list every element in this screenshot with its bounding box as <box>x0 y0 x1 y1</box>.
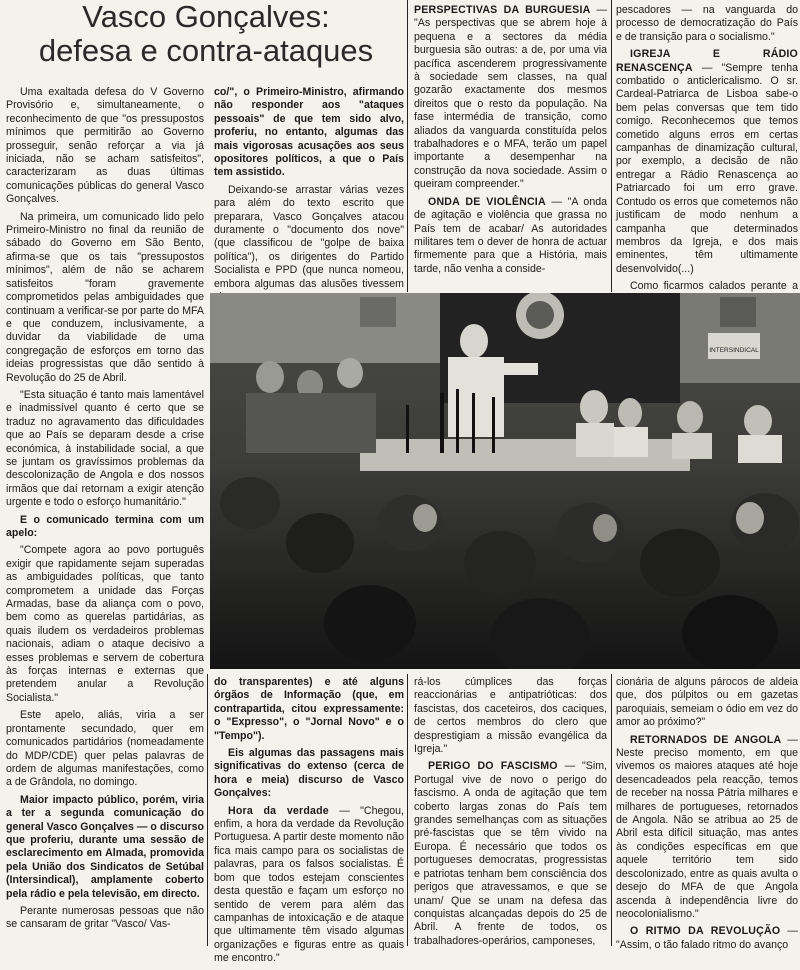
paragraph: — "Assim, o tão falado ritmo do avanço <box>616 925 798 951</box>
paragraph: — "Sempre tenha combatido o anticlericalismo. O sr. Cardeal-Patriarca de Lisboa sabe-o bem pelas conversas que tem tido comigo. Reconhecemos que temos cometido alguns erros em certas campanhas de dinamização cultural, por exemplo, a decisão de não entregar a Rádio Renascença ao Patriarcado foi um erro grave. Contudo os erros que cometemos não justificam de modo nenhum a campanha que determinados membros da Igreja, e dos mais eminentes, têm ultimamente desenvolvido(...) <box>616 61 798 275</box>
headline <box>6 0 406 68</box>
paragraph: Este apelo, aliás, viria a ser prontamente secundado, quer em comunicados partidários (nomeadamente do MDP/CDE) quer pelas palavras de ordem de algumas manifestações, como a de Grândola, no domingo. <box>6 709 204 789</box>
article-column-2-bottom <box>214 676 404 970</box>
section-heading: Hora da verdade <box>228 804 329 817</box>
headline-line-2: defesa e contra-ataques <box>38 33 374 68</box>
column-rule <box>407 674 408 946</box>
paragraph: Maior impacto público, porém, viria a ter a segunda comunicação do general Vasco Gonçalves — o discurso que proferiu, durante uma sessão de esclarecimento em Almada, promovida pela União dos Sindicatos de Setúbal (Intersindical), amplamente coberto pela rádio e pela televisão, em directo. <box>6 793 204 900</box>
article-column-4-top <box>616 4 798 311</box>
paragraph: — Neste preciso momento, em que vivemos os maiores ataques até hoje desencadeados pela reacção, temos de receber na nossa Pátria milhares e milhares de portugueses, retornados de Angola. Não se atribua ao 25 de Abril esta difícil situação, mas antes às condições específicas em que aquele território tem sido descolonizado, entre as quais avulta o desejo do MFA de que Angola ascenda à independência livre do neocolonialismo." <box>616 733 798 920</box>
column-rule <box>611 0 612 292</box>
article-column-1 <box>6 86 204 936</box>
paragraph: — "Chegou, enfim, a hora da verdade da Revolução Portuguesa. A partir deste momento não fica mais campo para os socialistas de palavras, para os falsos socialistas. É bom que todos estejam conscientes desta questão e façam um esforço no sentido de verem para além das campanhas de intoxicação e de ataque que ultimamente têm visado algumas organizações e figuras entre as quais me encontro." <box>214 804 404 965</box>
section-heading: ONDA DE VIOLÊNCIA <box>428 195 546 208</box>
paragraph: Uma exaltada defesa do V Governo Provisório e, simultaneamente, o reconhecimento de que "os pressupostos mínimos que permitirão ao Governo prosseguir, senão reforçar a via já iniciada, não se acham satisfeitos", caracterizaram as duas últimas comunicações públicas do general Vasco Gonçalves. <box>6 86 204 206</box>
column-rule <box>407 0 408 292</box>
section-heading: IGREJA E RÁDIO RENASCENÇA <box>616 48 798 74</box>
intersindical-sign: INTERSINDICAL <box>709 347 759 354</box>
paragraph: Na primeira, um comunicado lido pelo Primeiro-Ministro no final da reunião de sábado do Governo em São Bento, afirma-se que os tais "pressupostos mínimos", além de não se acharem satisfeitos "foram gravemente comprometidos pelas ambiguidades que continuam a verificar-se por parte do MFA e que conduzem, inclusivamente, a duvidar da viabilidade de uma congregação de esforços em torno das ideias progressistas que dão sentido à Revolução do 25 de Abril. <box>6 210 204 384</box>
press-conference-photo <box>210 293 800 669</box>
article-column-3-top <box>414 4 607 280</box>
headline-line-1: Vasco Gonçalves: <box>82 0 330 34</box>
crest-icon <box>360 297 396 327</box>
article-column-4-bottom <box>616 676 798 956</box>
paragraph: "Compete agora ao povo português exigir que rapidamente sejam superadas as ambiguidades políticas, que tanto comprometem a unidade das Forças Armadas, base da aliança com o povo, bem como as querelas partidárias, as quais iludem os verdadeiros problemas nacionais, adiam o ataque decisivo a esses problemas e servem de cobertura às forças internas e externas que pretendem anular a Revolução Socialista." <box>6 544 204 704</box>
paragraph: "Esta situação é tanto mais lamentável e inadmissível quanto é certo que se traduz no agravamento das dificuldades que ao País se deparam desde a crise económica, à instabilidade social, a que se juntam os gravíssimos problemas da descolonização de Angola e dos nossos irmãos que daí retornam a exigir atenção urgente e todo o esforço humanitário." <box>6 388 204 509</box>
article-column-3-bottom <box>414 676 607 952</box>
paragraph: Deixando-se arrastar várias vezes para além do texto escrito que preparara, Vasco Gonçalves atacou duramente o "documento dos nove" (que classificou de "golpe de baixa política"), os dirigentes do Partido Socialista e PPD (que nunca nomeou, embora algumas das alusões tivessem <box>214 183 404 290</box>
paragraph: — "Sim, Portugal vive de novo o perigo do fascismo. A onda de agitação que tem coberto largas zonas do País tem grandes semelhanças com as situações pré-fascistas que se têm vivido na Europa. É necessário que todos os portugueses democratas, progressistas e patriotas tenham bem consciência dos perigos que atravessamos, e que se unam/ Que se unam na defesa das conquistas alcançadas depois do 25 de Abril. A frente de todos, os trabalhadores-operários, camponeses, <box>414 760 607 947</box>
paragraph: do transparentes) e até alguns órgãos de Informação (que, em contrapartida, citou expressamente: o "Expresso", o "Jornal Novo" e o "Tempo"). <box>214 676 404 742</box>
paragraph: Eis algumas das passagens mais significativas do extenso (cerca de hora e meia) discurso de Vasco Gonçalves: <box>214 747 404 800</box>
paragraph: — "As perspectivas que se abrem hoje à pequena e a sectores da média burguesia são outras: a de, por uma via pacífica ascenderem progressivamente à sociedade sem classes, na qual gozarão exactamente dos mesmos direitos que o resto da população. Na fase intermédia de transição, como aliados da vanguarda constituída pelos trabalhadores e o MFA, terão um papel importante a desempenhar na construção da nova sociedade. Assim o queiram compreender." <box>414 4 607 191</box>
column-rule <box>207 674 208 946</box>
paragraph: Como ficarmos calados perante a <box>630 280 798 293</box>
crest-icon <box>720 297 756 327</box>
section-heading: PERSPECTIVAS DA BURGUESIA <box>414 4 591 16</box>
paragraph: rá-los cúmplices das forças reaccionárias e antipatrióticas: dos fascistas, dos caceteiros, dos caciques, de certos membros do clero que desprestigiam a missão evangélica da Igreja." <box>414 676 607 756</box>
paragraph: — "A onda de agitação e violência que grassa no País tem de acabar/ As autoridades militares tem o dever de honra de actuar firmemente para que a História, mais tarde, não venha a conside- <box>414 195 608 275</box>
section-heading: PERIGO DO FASCISMO <box>428 760 558 773</box>
paragraph: E o comunicado termina com um apelo: <box>6 513 204 539</box>
article-column-2-top <box>214 86 404 309</box>
paragraph: pescadores — na vanguarda do processo de democratização do País e de transição para o socialismo." <box>616 4 798 43</box>
paragraph: co/", o Primeiro-Ministro, afirmando não responder aos "ataques pessoais" de que tem sido alvo, proferiu, no entanto, algumas das mais vigorosas acusações aos seus opositores políticos, a que o País tem assistido. <box>214 86 404 179</box>
paragraph: Perante numerosas pessoas que não se cansaram de gritar "Vasco/ Vas- <box>6 904 204 931</box>
paragraph: cionária de alguns párocos de aldeia que, dos púlpitos ou em gazetas paroquiais, semeiam o ódio em vez do amor ao próximo?" <box>616 676 798 729</box>
column-rule <box>611 674 612 946</box>
section-heading: RETORNADOS DE ANGOLA <box>630 733 782 746</box>
photo-illustration <box>210 293 800 669</box>
section-heading: O RITMO DA REVOLUÇÃO <box>630 925 781 938</box>
